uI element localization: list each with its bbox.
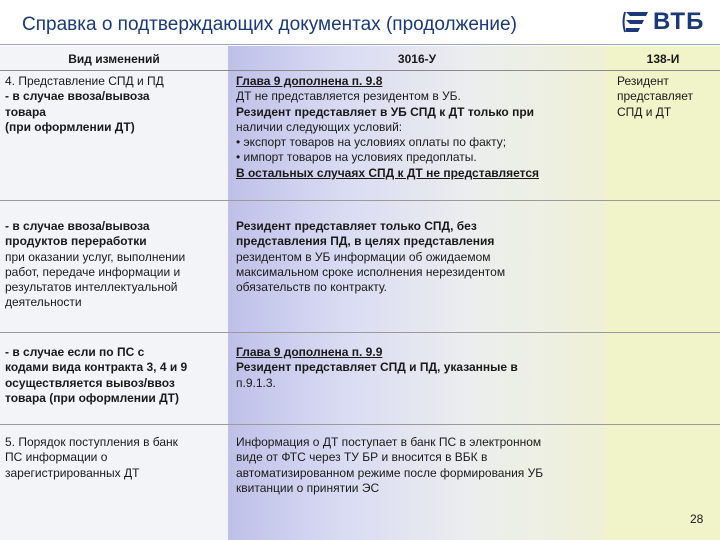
- cell-text-line: ДТ не представляется резидентом в УБ.: [236, 89, 461, 104]
- cell-text-line: зарегистрированных ДТ: [5, 465, 140, 480]
- vtb-logo: [622, 8, 704, 36]
- title-divider: [0, 44, 720, 45]
- vtb-logo-icon: [622, 9, 650, 35]
- cell-text-line: - в случае ввоза/вывоза: [5, 219, 150, 233]
- column-header-changes: Вид изменений: [68, 52, 160, 66]
- cell-text-line: СПД и ДТ: [617, 104, 672, 119]
- cell-text-line: товара (при оформлении ДТ): [5, 390, 179, 405]
- cell-text-line: п.9.1.3.: [236, 375, 276, 390]
- cell-text-line: осуществляется вывоз/ввоз: [5, 375, 175, 390]
- cell-text-line: результатов интеллектуальной: [5, 280, 178, 295]
- page-title: Справка о подтверждающих документах (продолжение): [22, 14, 517, 35]
- table-cell: [5, 74, 225, 135]
- cell-text-line: Глава 9 дополнена п. 9.9: [236, 345, 383, 359]
- cell-text-line: Глава 9 дополнена п. 9.8: [236, 74, 383, 88]
- cell-text-line: резидентом в УБ информации об ожидаемом: [236, 249, 491, 264]
- cell-text-line: (при оформлении ДТ): [5, 119, 135, 134]
- cell-text-line: представляет: [617, 89, 693, 104]
- table-cell: [236, 219, 602, 295]
- row-divider: [0, 424, 720, 425]
- vtb-logo-text: ВТБ: [653, 8, 705, 35]
- cell-text-line: Резидент: [617, 74, 669, 88]
- cell-text-line: В остальных случаях СПД к ДТ не представляется: [236, 165, 540, 180]
- table-cell: [617, 74, 717, 120]
- cell-text-line: товара: [5, 104, 46, 119]
- cell-text-line: при оказании услуг, выполнении: [5, 249, 186, 264]
- cell-text-line: представления ПД, в целях представления: [236, 234, 495, 249]
- cell-text-line: продуктов переработки: [5, 234, 147, 249]
- row-divider: [0, 200, 720, 201]
- page-number: 28: [690, 512, 704, 526]
- table-cell: [5, 435, 225, 481]
- cell-text-line: ПС информации о: [5, 450, 108, 465]
- cell-text-line: • экспорт товаров на условиях оплаты по факту;: [236, 135, 507, 150]
- cell-text-line: • импорт товаров на условиях предоплаты.: [236, 150, 477, 165]
- cell-text-line: наличии следующих условий:: [236, 119, 403, 134]
- cell-text-line: Резидент представляет только СПД, без: [236, 219, 477, 233]
- cell-text-line: квитанции о принятии ЭС: [236, 480, 380, 495]
- table-cell: [236, 345, 602, 391]
- table-cell: [5, 345, 225, 406]
- cell-text-line: работ, передаче информации и: [5, 264, 181, 279]
- column-header-138i: 138-И: [646, 52, 680, 66]
- cell-text-line: автоматизированном режиме после формирования УБ: [236, 465, 544, 480]
- table-cell: [236, 74, 602, 181]
- table-cell: [236, 435, 602, 496]
- row-divider: [0, 332, 720, 333]
- cell-text-line: кодами вида контракта 3, 4 и 9: [5, 360, 188, 375]
- column-header-3016u: 3016-У: [397, 52, 437, 66]
- table-cell: [5, 219, 225, 311]
- cell-text-line: виде от ФТС через ТУ БР и вносится в ВБК в: [236, 450, 488, 465]
- column-3-background: [606, 46, 720, 540]
- cell-text-line: максимальном сроке исполнения нерезидентом: [236, 264, 506, 279]
- cell-text-line: - в случае ввоза/вывоза: [5, 89, 150, 104]
- cell-text-line: обязательств по контракту.: [236, 280, 387, 295]
- cell-text-line: 4. Представление СПД и ПД: [5, 74, 164, 88]
- cell-text-line: 5. Порядок поступления в банк: [5, 435, 178, 449]
- header-divider: [0, 70, 720, 71]
- cell-text-line: деятельности: [5, 295, 82, 310]
- cell-text-line: Информация о ДТ поступает в банк ПС в электронном: [236, 435, 542, 449]
- cell-text-line: Резидент представляет СПД и ПД, указанные в: [236, 360, 518, 375]
- cell-text-line: - в случае если по ПС с: [5, 345, 145, 359]
- cell-text-line: Резидент представляет в УБ СПД к ДТ только при: [236, 104, 535, 119]
